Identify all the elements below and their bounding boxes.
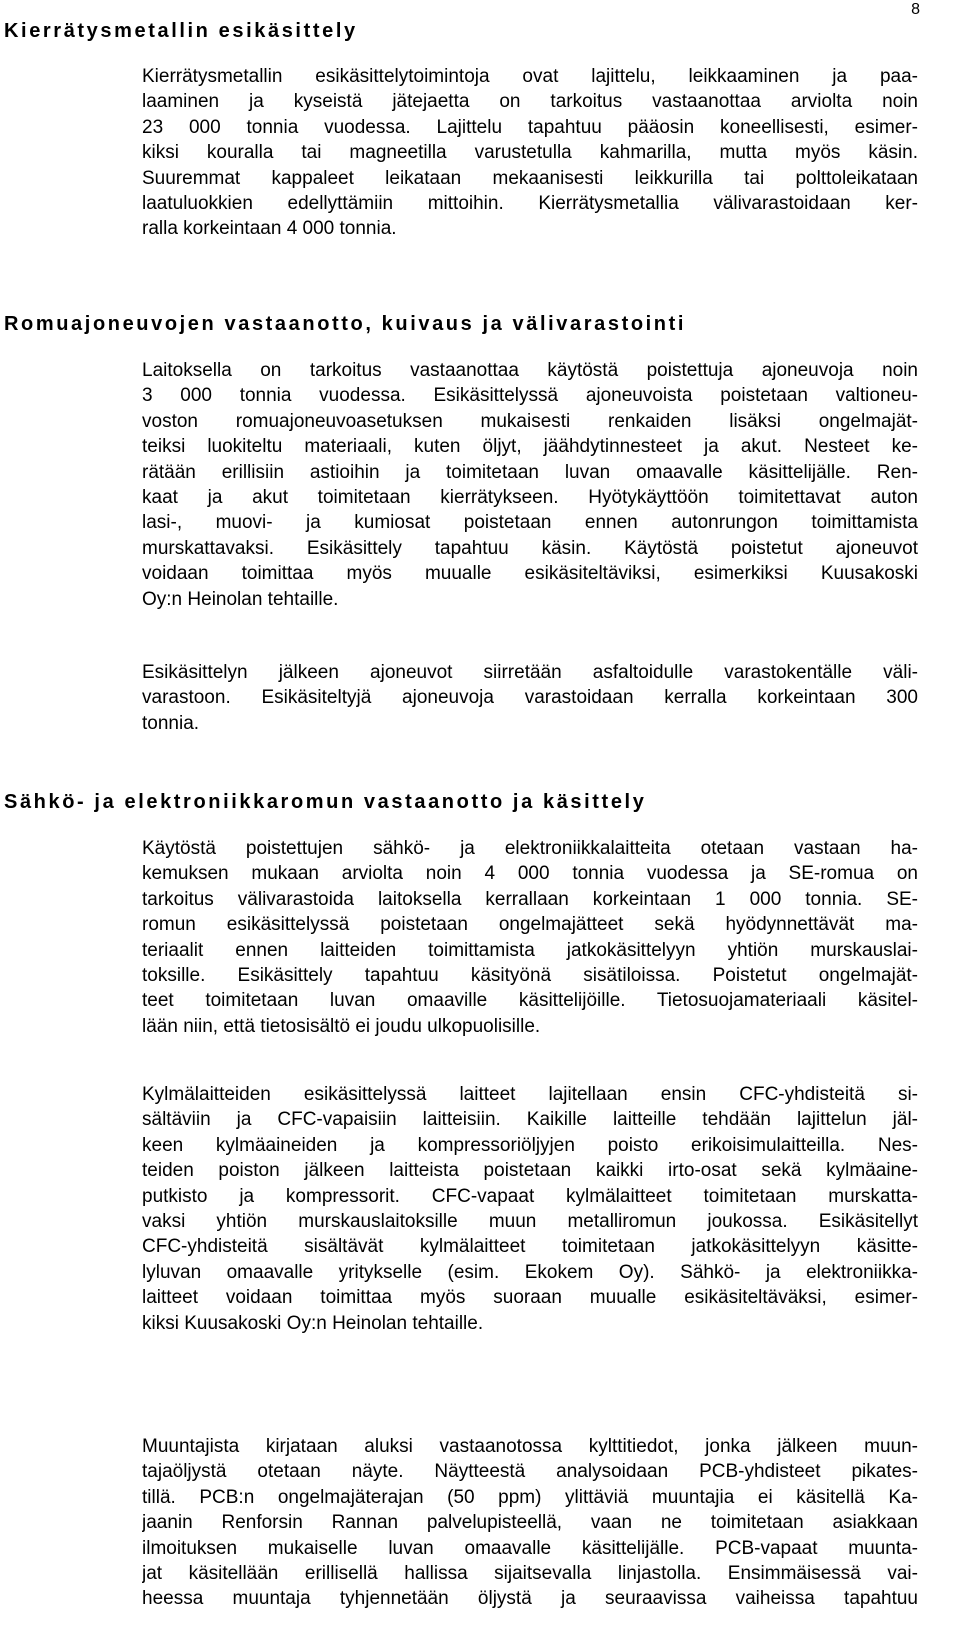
text-line: jaanin Renforsin Rannan palvelupisteellä, vaan ne toimitetaan asiakkaan — [142, 1512, 918, 1534]
text-line: murskattavaksi. Esikäsittely tapahtuu käsin. Käytöstä poistetut ajoneuvot — [142, 537, 918, 559]
text-line: Laitoksella on tarkoitus vastaanottaa käytöstä poistettuja ajoneuvoja noin — [142, 360, 918, 381]
text-line: keen kylmäaineiden ja kompressoriöljyjen poisto erikoisimulaitteilla. Nes- — [142, 1134, 918, 1156]
text-line: heessa muuntaja tyhjennetään öljystä ja seuraavissa vaiheissa tapahtuu — [142, 1588, 918, 1610]
text-line: Suuremmat kappaleet leikataan mekaanisesti leikkurilla tai polttoleikataan — [142, 167, 918, 189]
text-line: vaksi yhtiön murskauslaitoksille muun metalliromun joukossa. Esikäsitellyt — [142, 1211, 918, 1233]
text-line: lasi-, muovi- ja kumiosat poistetaan ennen autonrungon toimittamista — [142, 512, 918, 534]
paragraph — [142, 836, 918, 1039]
text-line: laatuluokkien edellyttämiin mittoihin. Kierrätysmetallia välivarastoidaan ker- — [142, 193, 918, 215]
text-line: voidaan toimittaa myös muualle esikäsiteltäviksi, esimerkiksi Kuusakoski — [142, 563, 918, 585]
text-line: sältäviin ja CFC-vapaisiin laitteisiin. Kaikille laitteille tehdään lajittelun jäl- — [142, 1109, 918, 1131]
text-line: kiksi Kuusakoski Oy:n Heinolan tehtaille. — [142, 1312, 484, 1334]
text-line: Kierrätysmetallin esikäsittelytoimintoja ovat lajittelu, leikkaaminen ja paa- — [142, 66, 918, 87]
text-line: kiksi kouralla tai magneetilla varustetulla kahmarilla, mutta myös käsin. — [142, 142, 918, 164]
paragraph — [142, 660, 918, 736]
text-line: putkisto ja kompressorit. CFC-vapaat kylmälaitteet toimitetaan murskatta- — [142, 1185, 918, 1207]
paragraph — [142, 358, 918, 612]
text-line: teiden poiston jälkeen laitteista poistetaan kaikki irto-osat sekä kylmäaine- — [142, 1160, 918, 1182]
text-line: varastoon. Esikäsiteltyjä ajoneuvoja varastoidaan kerralla korkeintaan 300 — [142, 687, 918, 709]
text-line: tarkoitus välivarastoida laitoksella kerrallaan korkeintaan 1 000 tonnia. SE- — [142, 888, 918, 910]
text-line: rätään erillisiin astioihin ja toimitetaan luvan omaavalle käsittelijälle. Ren- — [142, 461, 918, 483]
text-line: laaminen ja kyseistä jätejaetta on tarkoitus vastaanottaa arviolta noin — [142, 91, 918, 113]
text-line: tajaöljystä otetaan näyte. Näytteestä analysoidaan PCB-yhdisteet pikates- — [142, 1461, 918, 1483]
page-number: 8 — [911, 1, 920, 18]
text-line: Kylmälaitteiden esikäsittelyssä laitteet lajitellaan ensin CFC-yhdisteitä si- — [142, 1084, 918, 1105]
text-line: ralla korkeintaan 4 000 tonnia. — [142, 218, 397, 240]
text-line: Käytöstä poistettujen sähkö- ja elektroniikkalaitteita otetaan vastaan ha- — [142, 838, 918, 859]
text-line: 23 000 tonnia vuodessa. Lajittelu tapahtuu pääosin koneellisesti, esimer- — [142, 116, 918, 138]
text-line: CFC-yhdisteitä sisältävät kylmälaitteet toimitetaan jatkokäsittelyyn käsitte- — [142, 1236, 918, 1258]
text-line: teet toimitetaan luvan omaaville käsittelijöille. Tietosuojamateriaali käsitel- — [142, 990, 918, 1012]
text-line: Muuntajista kirjataan aluksi vastaanotossa kylttitiedot, jonka jälkeen muun- — [142, 1436, 918, 1457]
text-line: tillä. PCB:n ongelmajäterajan (50 ppm) ylittäviä muuntajia ei käsitellä Ka- — [142, 1486, 918, 1508]
text-line: romun esikäsittelyssä poistetaan ongelmajätteet sekä hyödynnettävät ma- — [142, 914, 918, 936]
text-line: teiksi luokiteltu materiaali, kuten öljyt, jäähdytinnesteet ja akut. Nesteet ke- — [142, 436, 918, 458]
text-line: laitteet voidaan toimittaa myös suoraan muualle esikäsiteltäväksi, esimer- — [142, 1287, 918, 1309]
text-line: voston romuajoneuvoasetuksen mukaisesti renkaiden lisäksi ongelmajät- — [142, 410, 918, 432]
paragraph — [142, 1434, 918, 1612]
text-line: 3 000 tonnia vuodessa. Esikäsittelyssä ajoneuvoista poistetaan valtioneu- — [142, 385, 918, 407]
text-line: jat käsitellään erillisellä hallissa sijaitsevalla linjastolla. Ensimmäisessä vai- — [142, 1563, 918, 1585]
paragraph — [142, 1082, 918, 1336]
text-line: Esikäsittelyn jälkeen ajoneuvot siirretään asfaltoidulle varastokentälle väli- — [142, 662, 918, 683]
text-line: ilmoituksen mukaiselle luvan omaavalle käsittelijälle. PCB-vapaat muunta- — [142, 1537, 918, 1559]
text-line: lään niin, että tietosisältö ei joudu ulkopuolisille. — [142, 1015, 541, 1037]
text-line: kemuksen mukaan arviolta noin 4 000 tonnia vuodessa ja SE-romua on — [142, 863, 918, 885]
paragraph — [142, 64, 918, 242]
section-heading-se-romu: Sähkö- ja elektroniikkaromun vastaanotto ja käsittely — [4, 791, 647, 813]
text-line: Oy:n Heinolan tehtaille. — [142, 588, 339, 610]
text-line: tonnia. — [142, 712, 200, 734]
text-line: toksille. Esikäsittely tapahtuu käsityönä sisätiloissa. Poistetut ongelmajät- — [142, 965, 918, 987]
text-line: kaat ja akut toimitetaan kierrätykseen. Hyötykäyttöön toimitettavat auton — [142, 487, 918, 509]
text-line: teriaalit ennen laitteiden toimittamista jatkokäsittelyyn yhtiön murskauslai- — [142, 939, 918, 961]
text-line: lyluvan omaavalle yritykselle (esim. Ekokem Oy). Sähkö- ja elektroniikka- — [142, 1261, 918, 1283]
section-heading-kierratysmetalli: Kierrätysmetallin esikäsittely — [4, 20, 358, 42]
section-heading-romuajoneuvot: Romuajoneuvojen vastaanotto, kuivaus ja välivarastointi — [4, 313, 687, 335]
